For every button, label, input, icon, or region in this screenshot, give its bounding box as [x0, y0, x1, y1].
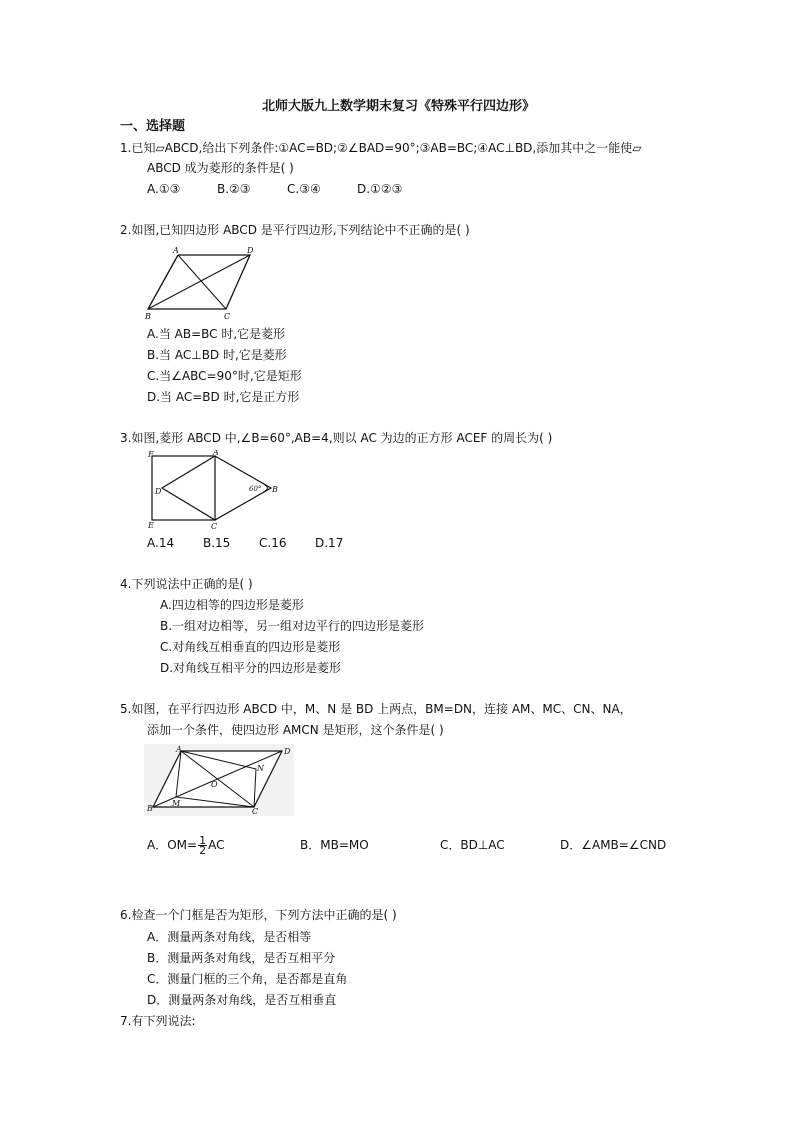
- q6-option-c: C．测量门框的三个角，是否都是直角: [147, 972, 348, 986]
- q1-option-b: B.②③: [217, 182, 251, 196]
- q4-option-c: C.对角线互相垂直的四边形是菱形: [160, 640, 341, 654]
- q6-stem: 6.检查一个门框是否为矩形，下列方法中正确的是( ): [120, 908, 397, 922]
- q5-label-n: N: [257, 764, 264, 773]
- fraction-one-half: [198, 836, 207, 855]
- q3-stem: 3.如图,菱形 ABCD 中,∠B=60°,AB=4,则以 AC 为边的正方形 ACEF 的周长为( ): [120, 431, 553, 445]
- q2-option-c: C.当∠ABC=90°时,它是矩形: [147, 369, 302, 383]
- q5-label-b: B: [147, 804, 153, 813]
- page-title: 北师大版九上数学期末复习《特殊平行四边形》: [262, 99, 536, 114]
- q5-option-b: B．MB=MO: [300, 838, 369, 852]
- q3-rhombus-square-figure: [145, 450, 285, 530]
- q3-label-e: E: [148, 521, 154, 530]
- q2-option-a: A.当 AB=BC 时,它是菱形: [147, 327, 286, 341]
- section-heading: 一、选择题: [120, 119, 186, 134]
- q2-label-d: D: [247, 246, 254, 255]
- q1-option-a: A.①③: [147, 182, 181, 196]
- q3-label-d: D: [155, 487, 162, 496]
- q2-label-c: C: [224, 312, 231, 321]
- q5-label-a: A: [176, 745, 182, 754]
- q4-option-d: D.对角线互相平分的四边形是菱形: [160, 661, 342, 675]
- q5-label-c: C: [252, 807, 259, 816]
- q5-stem-line2: 添加一个条件，使四边形 AMCN 是矩形，这个条件是( ): [147, 723, 444, 737]
- q2-label-b: B: [145, 312, 151, 321]
- q3-label-a: A: [213, 450, 219, 457]
- q6-option-d: D．测量两条对角线，是否互相垂直: [147, 993, 337, 1007]
- q5-parallelogram-figure: [144, 744, 294, 816]
- q3-option-d: D.17: [315, 536, 344, 550]
- q5-option-a: [147, 834, 224, 856]
- q5-option-a-prefix: A．OM=: [147, 838, 198, 852]
- q7-stem: 7.有下列说法:: [120, 1014, 196, 1028]
- q3-label-angle: 60°: [249, 485, 262, 493]
- q5-option-c: C．BD⊥AC: [440, 838, 505, 852]
- q3-option-a: A.14: [147, 536, 175, 550]
- fraction-numerator: 1: [199, 834, 207, 847]
- q3-option-c: C.16: [259, 536, 287, 550]
- q2-option-b: B.当 AC⊥BD 时,它是菱形: [147, 348, 287, 362]
- q2-label-a: A: [173, 246, 179, 255]
- q1-stem-line1: 1.已知▱ABCD,给出下列条件:①AC=BD;②∠BAD=90°;③AB=BC;④AC⊥BD,添加其中之一能使▱: [120, 141, 642, 155]
- q2-stem: 2.如图,已知四边形 ABCD 是平行四边形,下列结论中不正确的是( ): [120, 223, 470, 237]
- fraction-denominator: 2: [199, 844, 207, 857]
- q5-label-m: M: [172, 799, 181, 808]
- q3-option-b: B.15: [203, 536, 231, 550]
- q1-stem-line2: ABCD 成为菱形的条件是( ): [147, 161, 294, 175]
- q5-stem-line1: 5.如图，在平行四边形 ABCD 中，M、N 是 BD 上两点，BM=DN，连接 AM、MC、CN、NA，: [120, 702, 632, 716]
- q1-option-d: D.①②③: [357, 182, 403, 196]
- q3-label-b: B: [272, 485, 278, 494]
- q2-option-d: D.当 AC=BD 时,它是正方形: [147, 390, 300, 404]
- q4-option-b: B.一组对边相等，另一组对边平行的四边形是菱形: [160, 619, 425, 633]
- q1-option-c: C.③④: [287, 182, 321, 196]
- q5-option-d: D．∠AMB=∠CND: [560, 838, 667, 852]
- q2-parallelogram-figure: [140, 243, 260, 323]
- q3-label-c: C: [211, 522, 218, 530]
- q4-stem: 4.下列说法中正确的是( ): [120, 577, 253, 591]
- q3-label-f: F: [148, 450, 154, 459]
- q5-label-d: D: [284, 747, 291, 756]
- q5-option-a-suffix: AC: [208, 838, 225, 852]
- q4-option-a: A.四边相等的四边形是菱形: [160, 598, 304, 612]
- q6-option-b: B．测量两条对角线，是否互相平分: [147, 951, 336, 965]
- q6-option-a: A．测量两条对角线，是否相等: [147, 930, 312, 944]
- q5-label-o: O: [211, 780, 218, 789]
